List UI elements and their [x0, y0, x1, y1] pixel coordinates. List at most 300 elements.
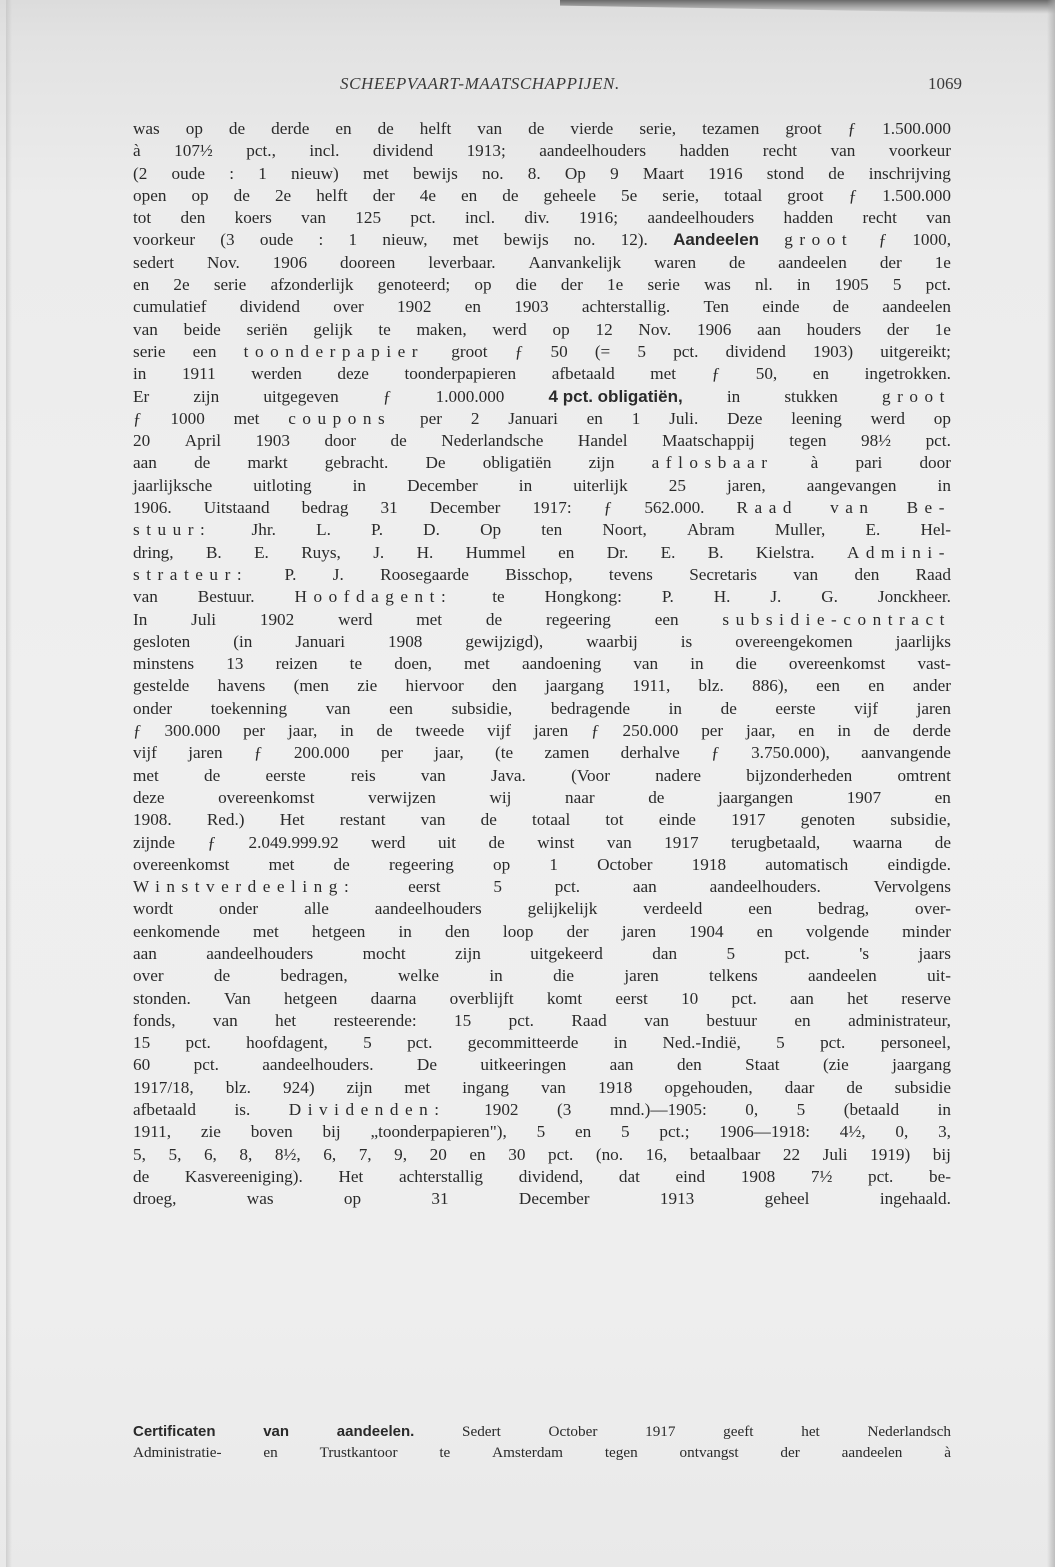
word: minder	[902, 921, 951, 941]
word: en	[794, 1010, 811, 1030]
word: was	[246, 1189, 274, 1209]
word: April	[184, 431, 221, 451]
word: ontvangst	[679, 1444, 739, 1461]
word: deze	[133, 787, 165, 807]
word: jaars	[918, 943, 951, 963]
spaced-emphasis-word: stuur:	[133, 520, 212, 540]
word: waarbij	[586, 631, 638, 651]
word: 886),	[752, 676, 788, 696]
word: E.	[254, 542, 269, 562]
word: van	[644, 1010, 669, 1030]
word: (Voor	[571, 765, 610, 785]
word: de	[377, 119, 394, 138]
word: eind	[675, 1166, 706, 1186]
word: 15	[454, 1010, 472, 1030]
word: resteerende:	[333, 1010, 417, 1030]
word: Noort,	[602, 520, 647, 540]
word: gelijkelijk	[527, 899, 598, 919]
word: totaal	[724, 185, 763, 205]
word: serie,	[639, 119, 677, 138]
word: in	[937, 1100, 951, 1120]
word: ten	[541, 520, 563, 540]
text-line	[133, 653, 951, 675]
word: doen,	[394, 654, 432, 674]
word: en	[469, 1144, 486, 1164]
word: van	[926, 208, 951, 228]
word: overeenkomst	[218, 787, 315, 807]
word: groot	[785, 119, 822, 138]
word: ƒ	[848, 185, 858, 205]
word: October	[597, 854, 653, 874]
word: wij	[489, 787, 512, 807]
word: tegen	[604, 1444, 638, 1461]
text-line	[133, 1121, 951, 1143]
word: Trustkantoor	[319, 1444, 398, 1461]
word: de	[213, 966, 231, 986]
word: terugbetaald,	[730, 832, 821, 852]
word: op	[343, 1189, 362, 1209]
word: helft	[316, 185, 348, 205]
word: 2e	[173, 275, 190, 295]
word: Muller,	[774, 520, 826, 540]
word: pct.	[925, 275, 951, 295]
word: 5	[726, 943, 736, 963]
word: in	[613, 1033, 628, 1053]
word: uitgegeven	[263, 386, 339, 406]
word: 30	[508, 1144, 526, 1164]
word: 1908.	[133, 810, 172, 830]
word: serie,	[662, 185, 700, 205]
word: cumulatief	[133, 297, 207, 317]
word: December	[518, 1189, 590, 1209]
word: eerste	[265, 765, 306, 785]
word: bedrag	[301, 498, 349, 518]
word: October	[548, 1423, 598, 1440]
word: ingehaald.	[879, 1189, 951, 1209]
word: 5,	[168, 1144, 182, 1164]
word: serie	[213, 275, 247, 295]
word: de	[873, 721, 890, 741]
word: 924)	[283, 1077, 315, 1097]
text-line	[133, 564, 951, 586]
text-line	[133, 698, 951, 720]
word: Secretaris	[689, 564, 757, 584]
word: 5	[363, 1033, 372, 1053]
word: pct.	[193, 1055, 219, 1075]
word: 1000,	[912, 230, 951, 250]
word: een	[192, 341, 217, 361]
word: leening	[791, 408, 842, 428]
word: pct.	[185, 1033, 211, 1053]
word: en	[263, 1444, 278, 1461]
word: 10	[681, 988, 699, 1008]
word: bewijs	[412, 163, 458, 183]
word: en	[335, 119, 352, 138]
word: ƒ	[133, 408, 142, 428]
word: jaargang	[892, 1055, 951, 1075]
word: tegen	[789, 431, 827, 451]
word: Sedert	[462, 1423, 501, 1440]
word: koers	[234, 208, 272, 228]
word: 1908	[388, 631, 423, 651]
spaced-emphasis-word: groot	[881, 386, 951, 406]
word: boven	[250, 1122, 293, 1142]
word: bedragen,	[280, 966, 348, 986]
word: dat	[618, 1166, 640, 1186]
word: pct.,	[246, 141, 276, 161]
word: aandeelen	[882, 297, 951, 317]
word: pct.	[731, 988, 757, 1008]
word: 9	[610, 163, 619, 183]
word: het	[801, 1423, 820, 1440]
word: bij	[322, 1122, 341, 1142]
word: aandeelhouders	[374, 899, 482, 919]
word: Op	[480, 520, 502, 540]
word: hetgeen	[311, 921, 366, 941]
word: eerst	[408, 877, 441, 897]
word: 98½	[860, 431, 892, 451]
word: in	[133, 364, 147, 384]
word: per	[420, 408, 442, 428]
word: jaren	[533, 721, 569, 741]
word: wordt	[133, 899, 174, 919]
word: jaarlijksche	[133, 475, 213, 495]
word: 1.000.000	[435, 386, 505, 406]
word: markt	[247, 453, 288, 473]
word: 5	[637, 341, 647, 361]
word: tezamen	[702, 119, 760, 138]
word: bestuur	[706, 1010, 757, 1030]
word: 300.000	[164, 721, 221, 741]
word: der	[780, 1444, 800, 1461]
word: subsidie,	[890, 810, 951, 830]
word: 1903	[255, 431, 290, 451]
spaced-emphasis-word: strateur:	[133, 564, 249, 584]
word: Nov.	[206, 252, 240, 272]
word: geheel	[764, 1189, 810, 1209]
word: E.	[660, 542, 676, 562]
word: bedrag,	[818, 899, 870, 919]
word: Uitstaand	[203, 498, 270, 518]
word: zijn	[455, 943, 481, 963]
word: van	[325, 698, 351, 718]
text-line	[133, 1032, 951, 1054]
word: houders	[806, 319, 862, 339]
word: Op	[564, 163, 586, 183]
word: in	[352, 475, 367, 495]
word: Januari	[295, 631, 346, 651]
word: werd	[870, 408, 905, 428]
word: en	[812, 364, 830, 384]
word: Staat	[745, 1055, 780, 1075]
word: voorkeur	[888, 141, 951, 161]
word: serie	[133, 341, 166, 361]
word: door	[324, 431, 356, 451]
word: 20	[133, 431, 151, 451]
word: J.	[332, 564, 344, 584]
word: (men	[293, 676, 329, 696]
word: restant	[339, 810, 386, 830]
word: incl.	[465, 208, 496, 228]
word: achterstallig	[399, 1166, 484, 1186]
word: door	[919, 453, 951, 473]
word: Maart	[642, 163, 684, 183]
word: pct.	[925, 431, 951, 451]
word: 1903	[514, 297, 549, 317]
word: 8,	[239, 1144, 253, 1164]
word: groot	[451, 341, 488, 361]
word: reizen	[275, 654, 318, 674]
word: Roosegaarde	[380, 564, 469, 584]
word: gelijk	[313, 319, 353, 339]
word: zijn	[193, 386, 220, 406]
word: 1908	[740, 1166, 776, 1186]
word: à	[133, 141, 141, 161]
word: De	[425, 453, 446, 473]
word: aanvangende	[861, 743, 951, 763]
word: 1906.	[133, 498, 172, 518]
word: te	[439, 1444, 451, 1461]
word: 2	[470, 408, 480, 428]
word: komt	[546, 988, 583, 1008]
word: obligatiën	[482, 453, 552, 473]
word: regeering	[388, 854, 454, 874]
word: (betaald	[843, 1100, 900, 1120]
word: de	[133, 1166, 150, 1186]
word: dividend	[239, 297, 300, 317]
word: de	[228, 119, 246, 138]
text-line	[133, 1077, 951, 1099]
word: met	[650, 364, 677, 384]
text-line	[133, 898, 951, 920]
word: 15	[133, 1033, 151, 1053]
text-line	[133, 430, 951, 452]
word: dividend	[372, 141, 434, 161]
word: helft	[419, 119, 452, 138]
word: aandeelen	[808, 966, 877, 986]
word: ander	[912, 676, 951, 696]
word: bedragende	[550, 698, 631, 718]
word: en	[558, 542, 575, 562]
word: de	[934, 832, 951, 852]
word: tevens	[608, 564, 653, 584]
spaced-emphasis-word: subsidie-contract	[722, 609, 951, 629]
word: subsidie,	[451, 698, 513, 718]
word: Juli.	[669, 408, 699, 428]
word: ƒ	[591, 721, 600, 741]
word: in	[518, 475, 533, 495]
word: 50	[550, 341, 568, 361]
word: 5	[796, 1100, 806, 1120]
word: (in	[233, 631, 253, 651]
text-line	[133, 497, 951, 519]
article-body	[133, 118, 951, 1211]
text-line	[133, 854, 951, 876]
word: beide	[183, 319, 221, 339]
word: be-	[929, 1166, 951, 1186]
text-line	[133, 1421, 951, 1442]
spaced-emphasis-word: Admini-	[846, 542, 951, 562]
text-line	[133, 252, 951, 274]
word: ƒ	[603, 498, 613, 518]
word: De	[416, 1055, 437, 1075]
word: bij	[932, 1144, 951, 1164]
word: 1	[549, 854, 558, 874]
word: uitgereikt;	[880, 341, 951, 361]
word: eerste	[775, 698, 816, 718]
word: P.	[371, 520, 383, 540]
word: 4½,	[839, 1122, 866, 1142]
word: P.	[661, 587, 674, 607]
word: 1911,	[133, 1122, 172, 1142]
word: met	[233, 408, 260, 428]
text-line	[133, 965, 951, 987]
word: pct.	[820, 1033, 846, 1053]
word: die	[735, 654, 757, 674]
word: no.	[573, 230, 596, 250]
page-left-edge	[6, 0, 12, 1567]
word: 1000	[170, 408, 205, 428]
word: de	[502, 185, 519, 205]
word: een	[389, 698, 413, 718]
word: zijn	[588, 453, 615, 473]
word: met	[362, 163, 389, 183]
word: 5,	[133, 1144, 146, 1164]
word: 0,	[745, 1100, 759, 1120]
text-line	[133, 519, 951, 541]
word: 7,	[358, 1144, 372, 1164]
text-line	[133, 229, 951, 251]
word: automatisch	[765, 854, 849, 874]
word: van	[793, 564, 819, 584]
word: 2.049.999.92	[248, 832, 339, 852]
word: ƒ	[711, 743, 720, 763]
word: reis	[350, 765, 376, 785]
word: achterstallig.	[581, 297, 671, 317]
word: Jhr.	[251, 520, 276, 540]
word: het	[275, 1010, 297, 1030]
word: Dr.	[606, 542, 629, 562]
word: 3.750.000),	[751, 743, 830, 763]
word: 31	[380, 498, 398, 518]
text-line	[133, 876, 951, 898]
word: incl.	[309, 141, 340, 161]
word: serie	[647, 275, 680, 295]
word: betaalbaar	[689, 1144, 761, 1164]
word: nieuw)	[291, 163, 339, 183]
word: 1917:	[532, 498, 572, 518]
word: minstens	[133, 654, 195, 674]
word: div.	[524, 208, 550, 228]
word: vijf	[487, 721, 511, 741]
word: van	[420, 810, 446, 830]
text-line	[133, 1054, 951, 1076]
word: dooreen	[340, 252, 396, 272]
word: E.	[865, 520, 881, 540]
word: naar	[565, 787, 595, 807]
word: seriën	[246, 319, 288, 339]
word: administrateur,	[848, 1010, 951, 1030]
word: ƒ	[382, 386, 392, 406]
word: afzonderlijk	[270, 275, 354, 295]
word: 1904	[689, 921, 724, 941]
word: nieuw,	[382, 230, 428, 250]
word: het	[847, 988, 869, 1008]
word: 1.500.000	[882, 185, 951, 205]
word: Het	[338, 1166, 364, 1186]
word: van	[477, 119, 503, 138]
word: 1906—1918:	[719, 1122, 810, 1142]
word: toekenning	[210, 698, 288, 718]
word: subsidie	[894, 1077, 951, 1097]
word: den	[854, 564, 880, 584]
word: Juli	[822, 1144, 848, 1164]
word: pct.;	[659, 1122, 690, 1142]
word: onder	[133, 698, 173, 718]
word: uit	[437, 832, 457, 852]
word: pct.	[673, 341, 699, 361]
word: en	[756, 921, 773, 941]
word: 250.000	[622, 721, 679, 741]
word: 60	[133, 1055, 151, 1075]
word: der	[566, 921, 589, 941]
word: gestelde	[133, 676, 190, 696]
word: op	[933, 408, 951, 428]
word: einde	[658, 810, 696, 830]
word: de	[648, 787, 665, 807]
word: overeengekomen	[735, 631, 853, 651]
word: (zie	[822, 1055, 849, 1075]
word: der	[886, 319, 909, 339]
word: vijf	[854, 698, 878, 718]
word: 1919)	[870, 1144, 911, 1164]
word: Hongkong:	[544, 587, 622, 607]
word: Red.)	[206, 810, 245, 830]
word: Jonckheer.	[877, 587, 951, 607]
word: mnd.)—1905:	[609, 1100, 707, 1120]
word: genoten	[800, 810, 856, 830]
text-line	[133, 140, 951, 162]
word: 1902	[397, 297, 432, 317]
word: verdeeld	[643, 899, 703, 919]
word: de	[376, 721, 393, 741]
word: ƒ	[711, 364, 721, 384]
text-line	[133, 609, 951, 631]
word: te	[492, 587, 505, 607]
text-line	[133, 341, 951, 363]
word: tot	[605, 810, 624, 830]
word: 1902	[484, 1100, 519, 1120]
word: over	[133, 966, 164, 986]
word: havens	[217, 676, 266, 696]
word: mocht	[362, 943, 406, 963]
word: uit-	[927, 966, 951, 986]
word: is	[680, 631, 693, 651]
word: in	[489, 966, 503, 986]
word: derde	[912, 721, 951, 741]
word: aan	[133, 943, 157, 963]
word: gesloten	[133, 631, 191, 651]
word: en	[574, 1122, 592, 1142]
word: 8.	[527, 163, 541, 183]
word: (3	[220, 230, 235, 250]
word: jaren	[188, 743, 223, 763]
word: aan	[609, 1055, 634, 1075]
word: eenkomende	[133, 921, 220, 941]
word: Nederlandsch	[867, 1423, 951, 1440]
word: 3,	[938, 1122, 951, 1142]
word: Aanvankelijk	[528, 252, 622, 272]
